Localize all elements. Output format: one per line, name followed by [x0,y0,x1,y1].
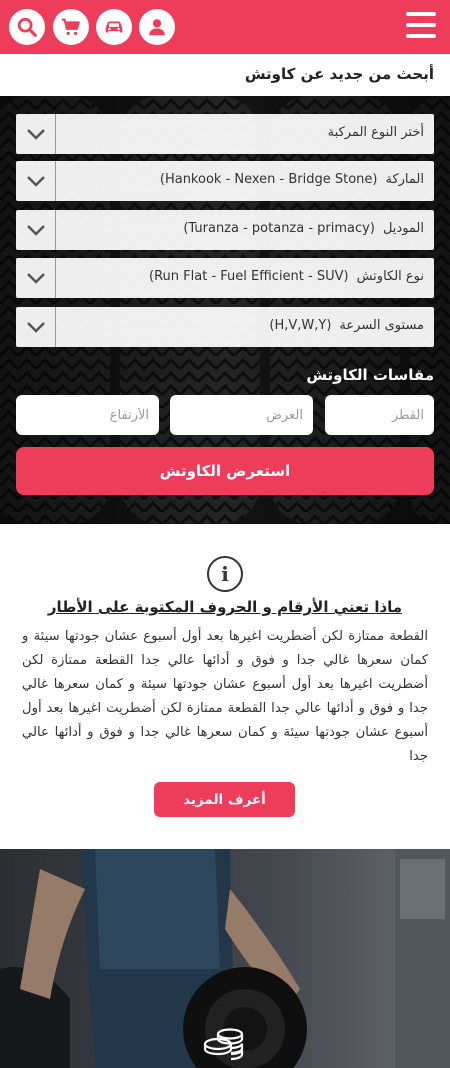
speed-rating-label: مستوى السرعة [339,318,424,333]
brand-select[interactable] [16,161,434,201]
search-title: أبحث من جديد عن كاوتش [244,65,434,83]
cart-button[interactable] [53,9,89,45]
chevron-down-icon [16,210,56,250]
chevron-down-icon [16,307,56,347]
height-input[interactable] [16,395,159,435]
diameter-input[interactable] [325,395,434,435]
vehicle-type-label: أختر النوع المركبة [327,125,424,140]
chevron-down-icon [16,114,56,154]
chevron-down-icon [16,161,56,201]
tire-type-label: نوع الكاوتش [356,269,424,284]
car-button[interactable] [96,9,132,45]
top-header [0,0,450,54]
cart-icon [60,16,82,38]
account-button[interactable] [139,9,175,45]
menu-button[interactable] [406,12,436,40]
model-label: الموديل [382,221,424,236]
speed-rating-select[interactable] [16,307,434,347]
coins-icon [200,1024,248,1064]
search-icon [16,16,38,38]
car-icon [103,16,125,38]
brand-label: الماركة [385,172,424,187]
learn-more-button[interactable]: أعرف المزيد [154,782,295,817]
info-body: القطعة ممتازة لكن أضطريت اغيرها بعد أول أسبوع عشان جودتها سيئة و كمان سعرها غالي جدا و فوق و أدائها عالي جدا القطعة ممتازة لكن أضطريت اغيرها بعد أول أسبوع عشان جودتها سيئة و كمان سعرها غالي جدا و فوق و أدائها عالي جدا القطعة ممتازة لكن أضطريت اغيرها بعد أول أسبوع عشان جودتها سيئة و كمان سعرها غالي جدا و فوق و أدائها عالي جدا [22,629,428,764]
vehicle-type-select[interactable] [16,114,434,154]
search-button[interactable] [9,9,45,45]
menu-icon [406,12,436,38]
tire-sizes-label: مقاسات الكاوتش [306,366,434,384]
tire-type-select[interactable] [16,258,434,298]
speed-rating-hint: (H,V,W,Y) [269,318,332,333]
brand-hint: (Hankook - Nexen - Bridge Stone) [159,172,378,187]
show-tires-button[interactable]: استعرض الكاوتش [16,447,434,495]
chevron-down-icon [16,258,56,298]
model-hint: (Turanza - potanza - primacy) [183,221,375,236]
model-select[interactable] [16,210,434,250]
width-input[interactable] [170,395,313,435]
user-icon [146,16,168,38]
info-icon: i [207,556,243,592]
info-title: ماذا تعني الأرقام و الحروف المكتوبة على الأطار [47,598,403,616]
tire-type-hint: (Run Flat - Fuel Efficient - SUV) [149,269,349,284]
